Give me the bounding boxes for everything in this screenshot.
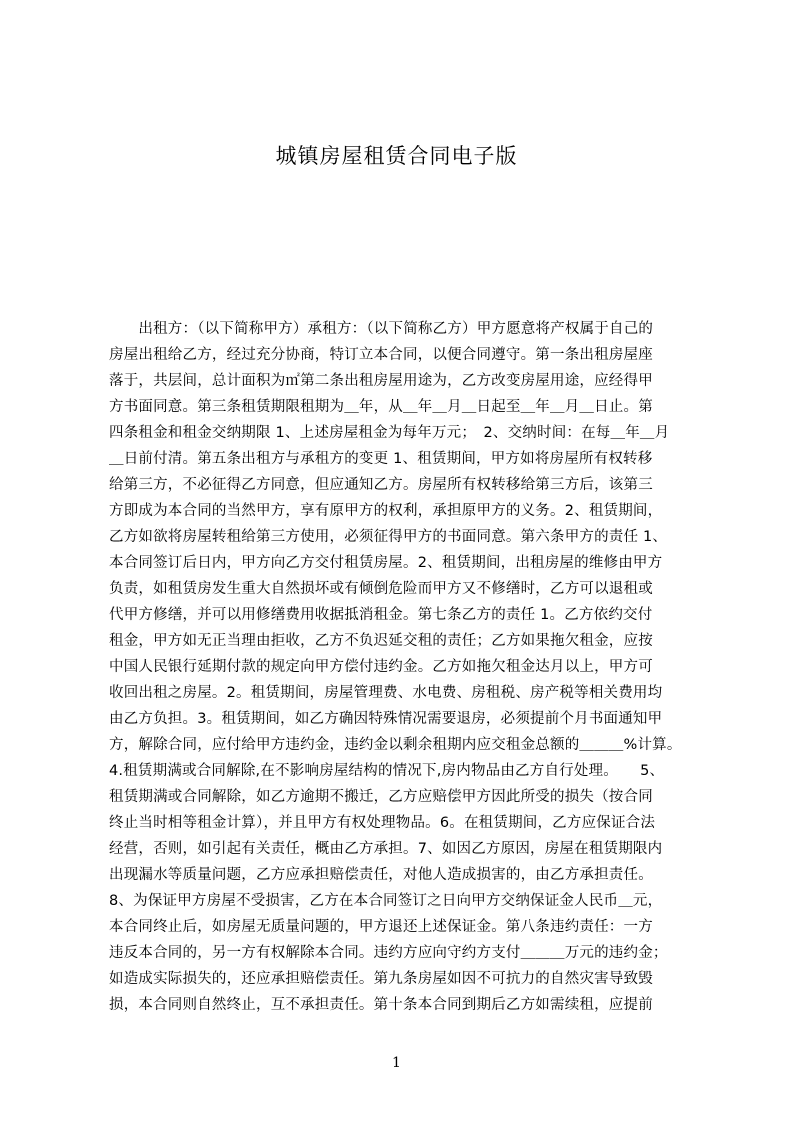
body-line: 4.租赁期满或合同解除,在不影响房屋结构的情况下,房内物品由乙方自行处理。 5、 bbox=[109, 763, 665, 779]
body-line: 乙方如欲将房屋转租给第三方使用，必须征得甲方的书面同意。第六条甲方的责任 1、 bbox=[109, 529, 668, 545]
body-line: 租金，甲方如无正当理由拒收，乙方不负迟延交租的责任；乙方如果拖欠租金，应按 bbox=[109, 633, 653, 649]
contract-body bbox=[109, 316, 701, 1036]
body-line: 8、为保证甲方房屋不受损害，乙方在本合同签订之日向甲方交纳保证金人民币＿元， bbox=[109, 893, 663, 909]
body-line: 终止当时相等租金计算），并且甲方有权处理物品。6。在租赁期间，乙方应保证合法 bbox=[109, 815, 656, 831]
body-line: 租赁期满或合同解除，如乙方逾期不搬迁，乙方应赔偿甲方因此所受的损失（按合同 bbox=[109, 789, 653, 805]
body-line: 负责，如租赁房发生重大自然损坏或有倾倒危险而甲方又不修缮时，乙方可以退租或 bbox=[109, 581, 653, 597]
body-line: ＿日前付清。第五条出租方与承租方的变更 1、租赁期间，甲方如将房屋所有权转移 bbox=[109, 451, 653, 467]
body-line: 违反本合同的，另一方有权解除本合同。违约方应向守约方支付＿＿＿万元的违约金； bbox=[109, 945, 668, 961]
body-line: 如造成实际损失的，还应承担赔偿责任。第九条房屋如因不可抗力的自然灾害导致毁 bbox=[109, 971, 653, 987]
body-line: 本合同签订后日内，甲方向乙方交付租赁房屋。2、租赁期间，出租房屋的维修由甲方 bbox=[109, 555, 663, 571]
body-line: 房屋出租给乙方，经过充分协商，特订立本合同，以便合同遵守。第一条出租房屋座 bbox=[109, 347, 653, 363]
body-line: 损，本合同则自然终止，互不承担责任。第十条本合同到期后乙方如需续租，应提前 bbox=[109, 997, 653, 1013]
body-line: 方书面同意。第三条租赁期限租期为＿年，从＿年＿月＿日起至＿年＿月＿日止。第 bbox=[109, 399, 653, 415]
body-line: 给第三方，不必征得乙方同意，但应通知乙方。房屋所有权转移给第三方后，该第三 bbox=[109, 477, 653, 493]
body-line: 出租方：（以下简称甲方）承租方：（以下简称乙方）甲方愿意将产权属于自己的 bbox=[109, 321, 654, 337]
body-line: 落于，共层间，总计面积为㎡第二条出租房屋用途为，乙方改变房屋用途，应经得甲 bbox=[109, 373, 653, 389]
body-line: 出现漏水等质量问题，乙方应承担赔偿责任，对他人造成损害的，由乙方承担责任。 bbox=[109, 867, 653, 883]
body-line: 中国人民银行延期付款的规定向甲方偿付违约金。乙方如拖欠租金达月以上，甲方可 bbox=[109, 659, 653, 675]
body-line: 由乙方负担。3。租赁期间，如乙方确因特殊情况需要退房，必须提前个月书面通知甲 bbox=[109, 711, 663, 727]
page-number: 1 bbox=[392, 1055, 401, 1071]
body-line: 方即成为本合同的当然甲方，享有原甲方的权利，承担原甲方的义务。2、租赁期间， bbox=[109, 503, 663, 519]
body-line: 收回出租之房屋。2。租赁期间，房屋管理费、水电费、房租税、房产税等相关费用均 bbox=[109, 685, 663, 701]
body-line: 代甲方修缮，并可以用修缮费用收据抵消租金。第七条乙方的责任 1。乙方依约交付 bbox=[109, 607, 653, 623]
body-line: 四条租金和租金交纳期限 1、上述房屋租金为每年万元； 2、交纳时间：在每＿年＿月 bbox=[109, 425, 670, 441]
document-title: 城镇房屋租赁合同电子版 bbox=[275, 144, 518, 168]
body-line: 经营，否则，如引起有关责任，概由乙方承担。7、如因乙方原因，房屋在租赁期限内 bbox=[109, 841, 663, 857]
body-line: 本合同终止后，如房屋无质量问题的，甲方退还上述保证金。第八条违约责任：一方 bbox=[109, 919, 653, 935]
body-line: 方，解除合同，应付给甲方违约金，违约金以剩余租期内应交租金总额的＿＿＿%计算。 bbox=[109, 737, 682, 753]
